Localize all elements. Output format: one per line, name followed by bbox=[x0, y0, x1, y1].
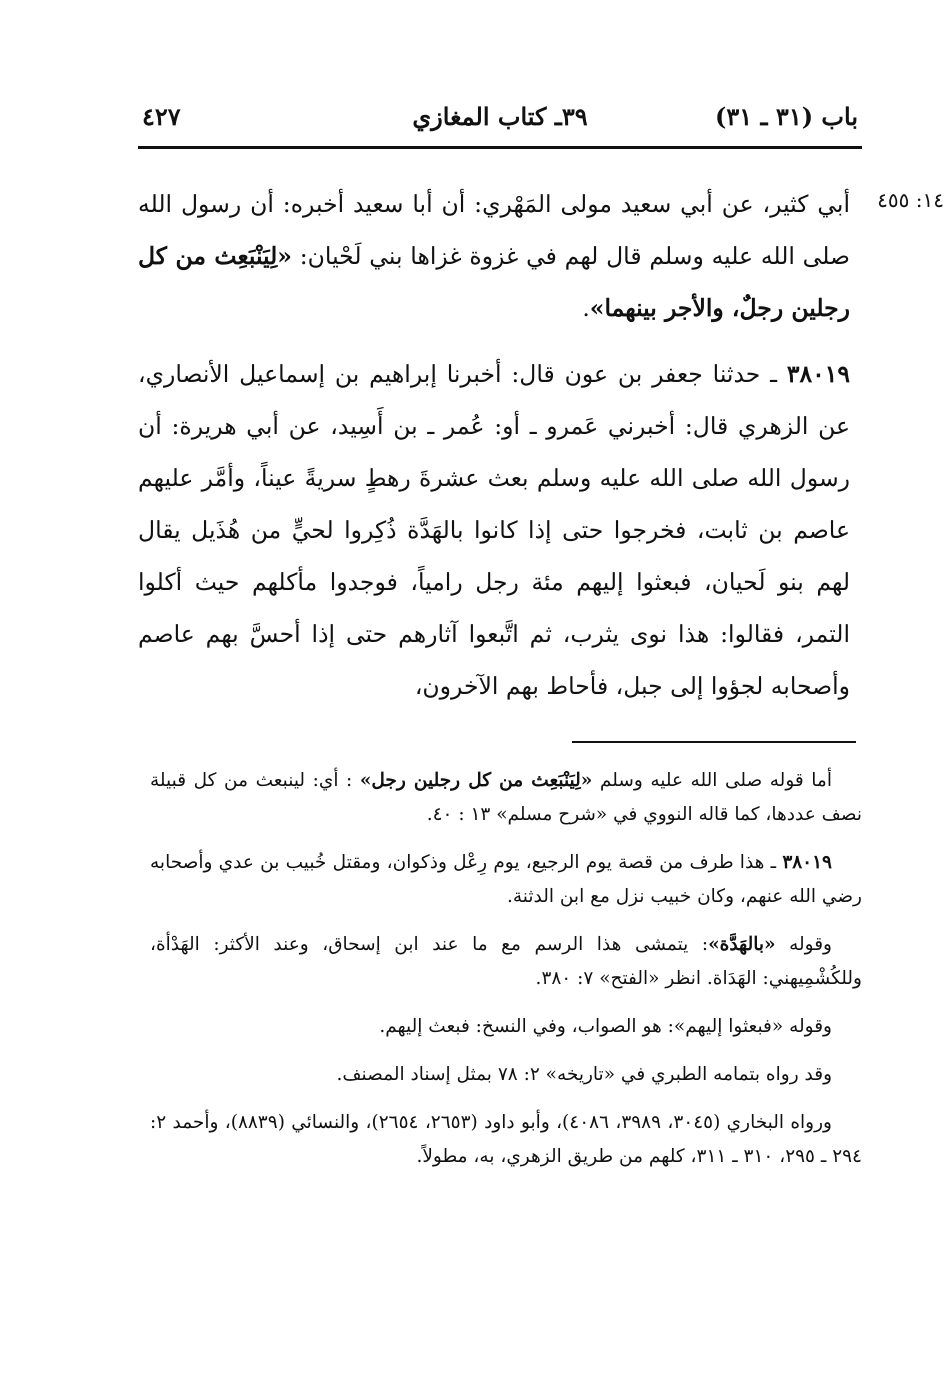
footnote: ورواه البخاري (٣٠٤٥، ٣٩٨٩، ٤٠٨٦)، وأبو داود (٢٦٥٣، ٢٦٥٤)، والنسائي (٨٨٣٩)، وأحمد ٢: ٢٩٤ ـ ٢٩٥، ٣١٠ ـ ٣١١، كلهم من طريق الزهري، به، مطولاً. bbox=[150, 1112, 862, 1167]
running-header bbox=[138, 98, 862, 140]
hadith-text: أبي كثير، عن أبي سعيد مولى المَهْري: أن أبا سعيد أخبره: أن رسول الله صلى الله عليه وسلم قال لهم في غزوة غزاها بني لَحْيان: bbox=[138, 190, 851, 270]
footnote-hadith-number: ٣٨٠١٩ bbox=[782, 852, 832, 873]
footnote-text: : يتمشى هذا الرسم مع ما عند ابن إسحاق، وعند الأكثر: الهَدْأة، وللكُشْمِيهني: الهَدَاة. انظر «الفتح» ٧: ٣٨٠. bbox=[150, 934, 862, 989]
footnote: وقوله «فبعثوا إليهم»: هو الصواب، وفي النسخ: فبعث إليهم. bbox=[379, 1016, 832, 1037]
margin-reference: ١٤: ٤٥٥ bbox=[877, 188, 944, 212]
footnote-quote: «بالهَدَّة» bbox=[708, 934, 776, 955]
footnote-text: وقوله bbox=[775, 934, 832, 955]
footnote-separator bbox=[572, 741, 856, 743]
footnote bbox=[150, 846, 862, 914]
sentence-end: . bbox=[582, 294, 590, 322]
chapter-reference: باب (٣١ ـ ٣١) bbox=[715, 102, 858, 131]
hadith-text: ـ حدثنا جعفر بن عون قال: أخبرنا إبراهيم بن إسماعيل الأنصاري، عن الزهري قال: أخبرني عَمرو ـ أو: عُمر ـ بن أَسِيد، عن أبي هريرة: أن رسول الله صلى الله عليه وسلم بعث عشرةَ رهطٍ سريةً عيناً، وأمَّر عليهم عاصم بن ثابت، فخرجوا حتى إذا كانوا بالهَدَّة ذُكِروا لحيٍّ من هُذَيل يقال لهم بنو لَحيان، فبعثوا إليهم مئة رجل رامياً، فوجدوا مأكلهم حيث أكلوا التمر، فقالوا: هذا نوى يثرب، ثم اتَّبعوا آثارهم حتى إذا أحسَّ بهم عاصم وأصحابه لجؤوا إلى جبل، فأحاط بهم الآخرون، bbox=[138, 360, 850, 700]
footnote-text: ـ هذا طرف من قصة يوم الرجيع، يوم رِعْل وذكوان، ومقتل خُبيب بن عدي وأصحابه رضي الله عنهم، وكان خبيب نزل مع ابن الدثنة. bbox=[150, 852, 862, 907]
hadith-paragraph bbox=[138, 348, 850, 712]
footnote: وقد رواه بتمامه الطبري في «تاريخه» ٢: ٧٨ بمثل إسناد المصنف. bbox=[336, 1064, 832, 1085]
footnote-text: أما قوله صلى الله عليه وسلم bbox=[592, 770, 832, 791]
footnote-quote: «لِيَنْبَعِث من كل رجلين رجل» bbox=[359, 770, 593, 791]
footnote-text: : أي: لينبعث من كل قبيلة نصف عددها، كما قاله النووي في «شرح مسلم» ١٣ : ٤٠. bbox=[150, 770, 862, 825]
footnote bbox=[150, 928, 862, 996]
footnotes bbox=[150, 764, 862, 1188]
hadith-continuation bbox=[138, 178, 850, 334]
book-title: ٣٩ـ كتاب المغازي bbox=[412, 102, 588, 131]
footnote bbox=[150, 764, 862, 832]
page-number: ٤٢٧ bbox=[142, 102, 181, 131]
main-text bbox=[138, 178, 850, 712]
prophetic-saying: «لِيَنْبَعِث من كل رجلين رجلٌ، والأجر بينهما» bbox=[138, 242, 850, 322]
header-rule bbox=[138, 146, 862, 149]
hadith-number: ٣٨٠١٩ bbox=[786, 360, 850, 388]
